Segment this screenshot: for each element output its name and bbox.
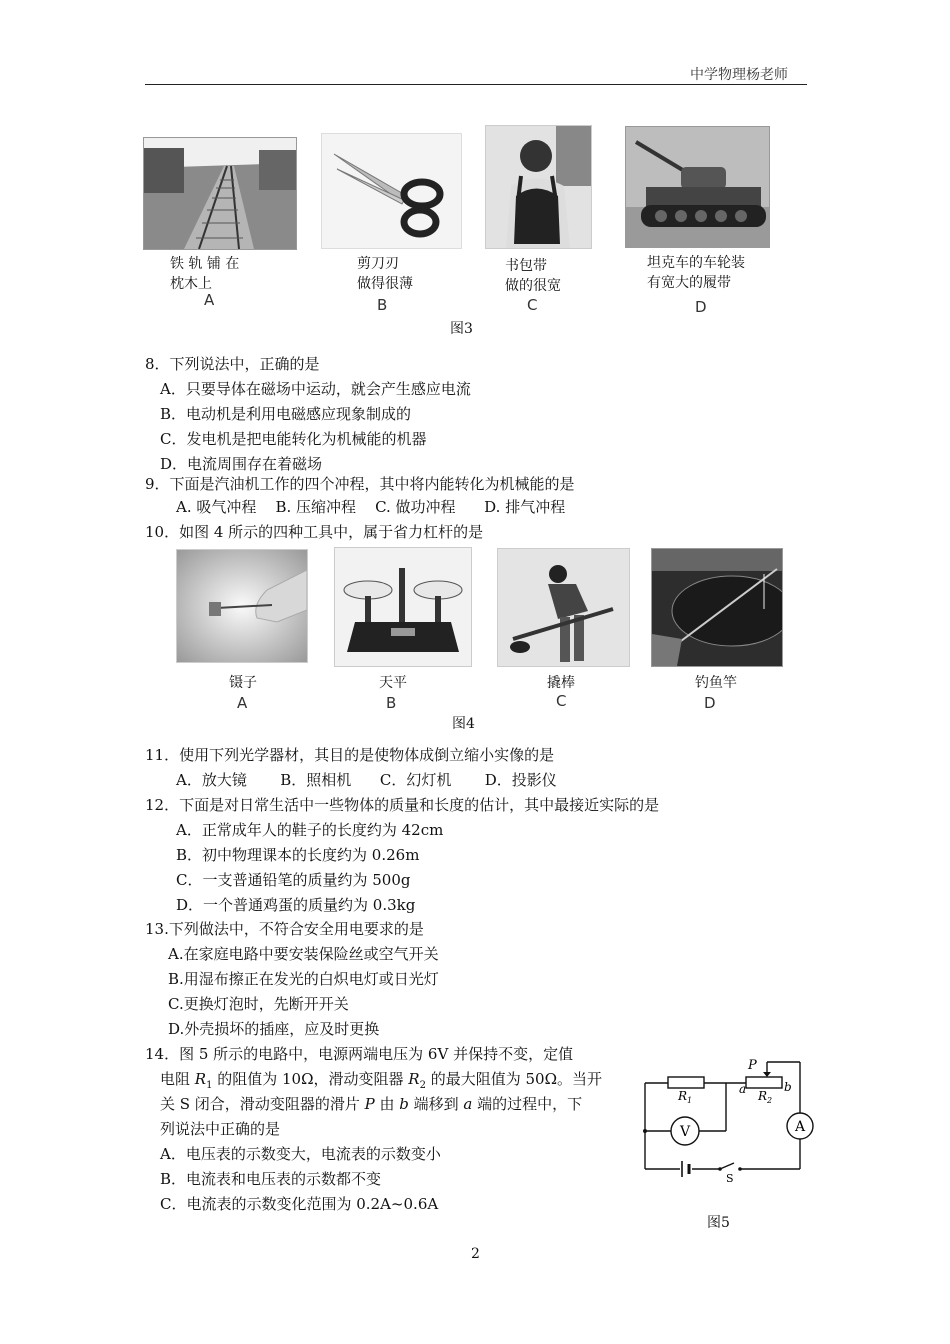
q13-option-a: A.在家庭电路中要安装保险丝或空气开关 xyxy=(168,945,439,963)
fig4-caption-a: 镊子 xyxy=(229,675,257,691)
q12-stem: 12．下面是对日常生活中一些物体的质量和长度的估计，其中最接近实际的是 xyxy=(145,796,660,814)
fig4-letter-b: B xyxy=(386,694,397,712)
q14-line3: 关 S 闭合，滑动变阻器的滑片 P 由 b 端移到 a 端的过程中，下 xyxy=(160,1095,583,1113)
label-b-end: b xyxy=(784,1080,792,1094)
scissors-photo xyxy=(321,133,462,249)
label-a-end: a xyxy=(739,1082,747,1096)
header-rule xyxy=(145,84,807,85)
fig4-caption-d: 钓鱼竿 xyxy=(695,675,737,691)
q8-option-c: C．发电机是把电能转化为机械能的机器 xyxy=(160,430,427,448)
q13-option-c: C.更换灯泡时，先断开开关 xyxy=(168,995,349,1013)
fishing-rod-photo xyxy=(651,548,783,667)
tank-photo xyxy=(625,126,770,248)
resistor-r2 xyxy=(746,1077,782,1088)
q9-stem: 9．下面是汽油机工作的四个冲程，其中将内能转化为机械能的是 xyxy=(145,475,575,493)
tweezers-photo xyxy=(176,549,308,663)
fig3-caption-a-line1: 铁 轨 铺 在 xyxy=(170,256,240,272)
fig3-caption-d-line1: 坦克车的车轮装 xyxy=(647,255,745,271)
q12-option-b: B．初中物理课本的长度约为 0.26m xyxy=(176,846,420,864)
resistor-r1 xyxy=(668,1077,704,1088)
q8-stem: 8．下列说法中，正确的是 xyxy=(145,355,320,373)
fig4-letter-d: D xyxy=(704,694,716,712)
q14-option-b: B．电流表和电压表的示数都不变 xyxy=(160,1170,382,1188)
label-r2: $R_2$ xyxy=(758,1089,773,1105)
fig3-letter-c: C xyxy=(527,296,538,314)
label-v: V xyxy=(679,1124,691,1140)
backpack-photo xyxy=(485,125,592,249)
fig3-letter-d: D xyxy=(695,298,707,316)
fig3-letter-b: B xyxy=(377,296,388,314)
q11-stem: 11．使用下列光学器材，其目的是使物体成倒立缩小实像的是 xyxy=(145,746,555,764)
label-ammeter: A xyxy=(794,1119,806,1135)
q13-stem: 13.下列做法中，不符合安全用电要求的是 xyxy=(145,920,424,938)
fig4-caption-b: 天平 xyxy=(379,675,407,691)
circuit-diagram xyxy=(640,1056,820,1186)
figure3-label: 图3 xyxy=(450,321,473,337)
q12-option-d: D．一个普通鸡蛋的质量约为 0.3kg xyxy=(176,896,416,914)
label-p: P xyxy=(748,1058,757,1073)
fig4-caption-c: 撬棒 xyxy=(547,675,575,691)
q12-option-c: C．一支普通铅笔的质量约为 500g xyxy=(176,871,411,889)
q11-options: A．放大镜 B．照相机 C．幻灯机 D．投影仪 xyxy=(176,771,557,789)
figure4-label: 图4 xyxy=(452,716,475,732)
q8-option-a: A．只要导体在磁场中运动，就会产生感应电流 xyxy=(160,380,471,398)
figure5-label: 图5 xyxy=(707,1215,730,1231)
label-switch: S xyxy=(726,1172,734,1185)
fig4-letter-c: C xyxy=(556,692,567,710)
q14-option-a: A．电压表的示数变大，电流表的示数变小 xyxy=(160,1145,441,1163)
q12-option-a: A．正常成年人的鞋子的长度约为 42cm xyxy=(176,821,444,839)
fig3-caption-d-line2: 有宽大的履带 xyxy=(647,275,731,291)
fig3-caption-b-line2: 做得很薄 xyxy=(357,276,413,292)
label-r1: $R_1$ xyxy=(678,1089,693,1105)
q14-line1: 14．图 5 所示的电路中，电源两端电压为 6V 并保持不变，定值 xyxy=(145,1045,574,1063)
fig3-caption-a-line2: 枕木上 xyxy=(170,276,212,292)
fig4-letter-a: A xyxy=(237,694,248,712)
q13-option-d: D.外壳损坏的插座，应及时更换 xyxy=(168,1020,380,1038)
page-number: 2 xyxy=(471,1246,480,1262)
fig3-caption-b-line1: 剪刀刃 xyxy=(357,256,399,272)
q14-line4: 列说法中正确的是 xyxy=(160,1120,281,1138)
railroad-photo xyxy=(143,137,297,250)
fig3-caption-c-line2: 做的很宽 xyxy=(505,278,561,294)
crowbar-photo xyxy=(497,548,630,667)
fig3-caption-c-line1: 书包带 xyxy=(505,258,547,274)
q8-option-d: D．电流周围存在着磁场 xyxy=(160,455,323,473)
q9-options: A. 吸气冲程 B. 压缩冲程 C. 做功冲程 D. 排气冲程 xyxy=(176,498,566,516)
q10-stem: 10．如图 4 所示的四种工具中，属于省力杠杆的是 xyxy=(145,523,484,541)
header-text: 中学物理杨老师 xyxy=(690,67,788,83)
q13-option-b: B.用湿布擦正在发光的白炽电灯或日光灯 xyxy=(168,970,439,988)
fig3-letter-a: A xyxy=(204,291,215,309)
q8-option-b: B．电动机是利用电磁感应现象制成的 xyxy=(160,405,412,423)
q14-option-c: C．电流表的示数变化范围为 0.2A~0.6A xyxy=(160,1195,439,1213)
q14-line2: 电阻 $R_1$ 的阻值为 10Ω，滑动变阻器 $R_2$ 的最大阻值为 50Ω。当开 xyxy=(160,1070,603,1091)
balance-photo xyxy=(334,547,472,667)
